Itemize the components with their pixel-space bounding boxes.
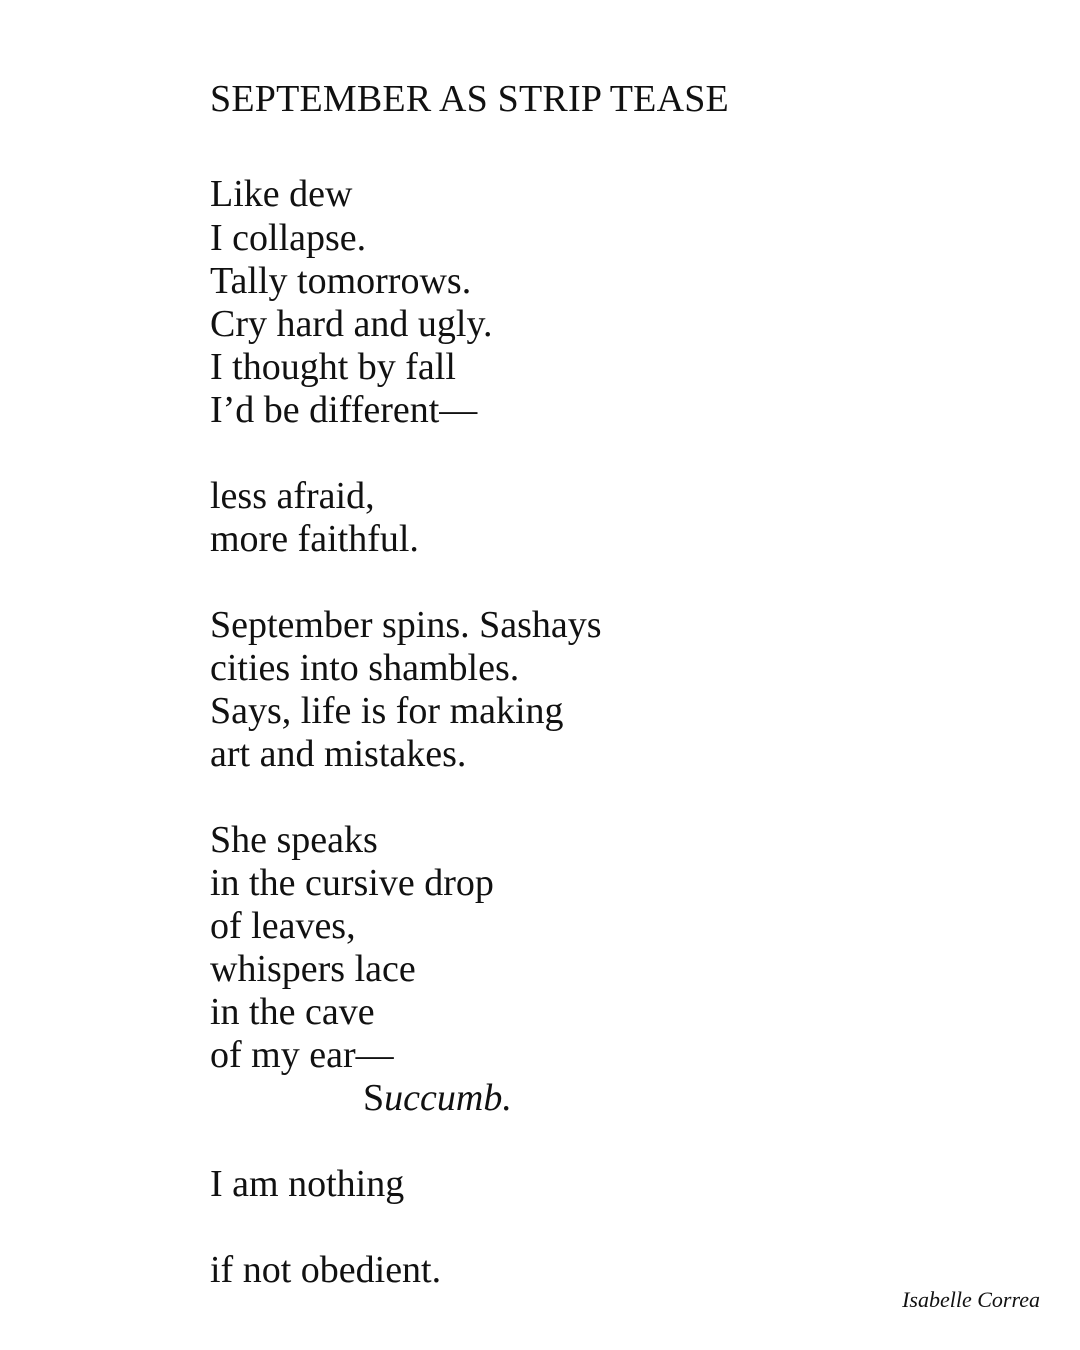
- poem-line: in the cave: [210, 991, 375, 1033]
- poem-line: less afraid,: [210, 475, 375, 517]
- poem-line: if not obedient.: [210, 1249, 442, 1291]
- succumb-rest: uccumb.: [384, 1077, 512, 1119]
- poem-line: Like dew: [210, 173, 353, 215]
- poem-line: Says, life is for making: [210, 690, 564, 732]
- poem-line: cities into shambles.: [210, 647, 520, 689]
- author-signature: Isabelle Correa: [902, 1287, 1040, 1312]
- succumb-line: [363, 1076, 512, 1120]
- poem-line: I collapse.: [210, 217, 367, 259]
- poem-line: I am nothing: [210, 1163, 405, 1205]
- poem-line: September spins. Sashays: [210, 604, 602, 646]
- poem-line: She speaks: [210, 819, 378, 861]
- poem-line: of leaves,: [210, 905, 356, 947]
- poem-line: I’d be different—: [210, 389, 478, 431]
- poem-line: I thought by fall: [210, 346, 456, 388]
- poem-line: Cry hard and ugly.: [210, 303, 493, 345]
- poem-line: art and mistakes.: [210, 733, 467, 775]
- succumb-initial: S: [363, 1077, 385, 1119]
- poem-line: in the cursive drop: [210, 862, 494, 904]
- poem-line: of my ear—: [210, 1034, 394, 1076]
- poem-line: more faithful.: [210, 518, 419, 560]
- poem-line: whispers lace: [210, 948, 416, 990]
- poem-line: Tally tomorrows.: [210, 260, 472, 302]
- poem-title: SEPTEMBER AS STRIP TEASE: [210, 78, 729, 120]
